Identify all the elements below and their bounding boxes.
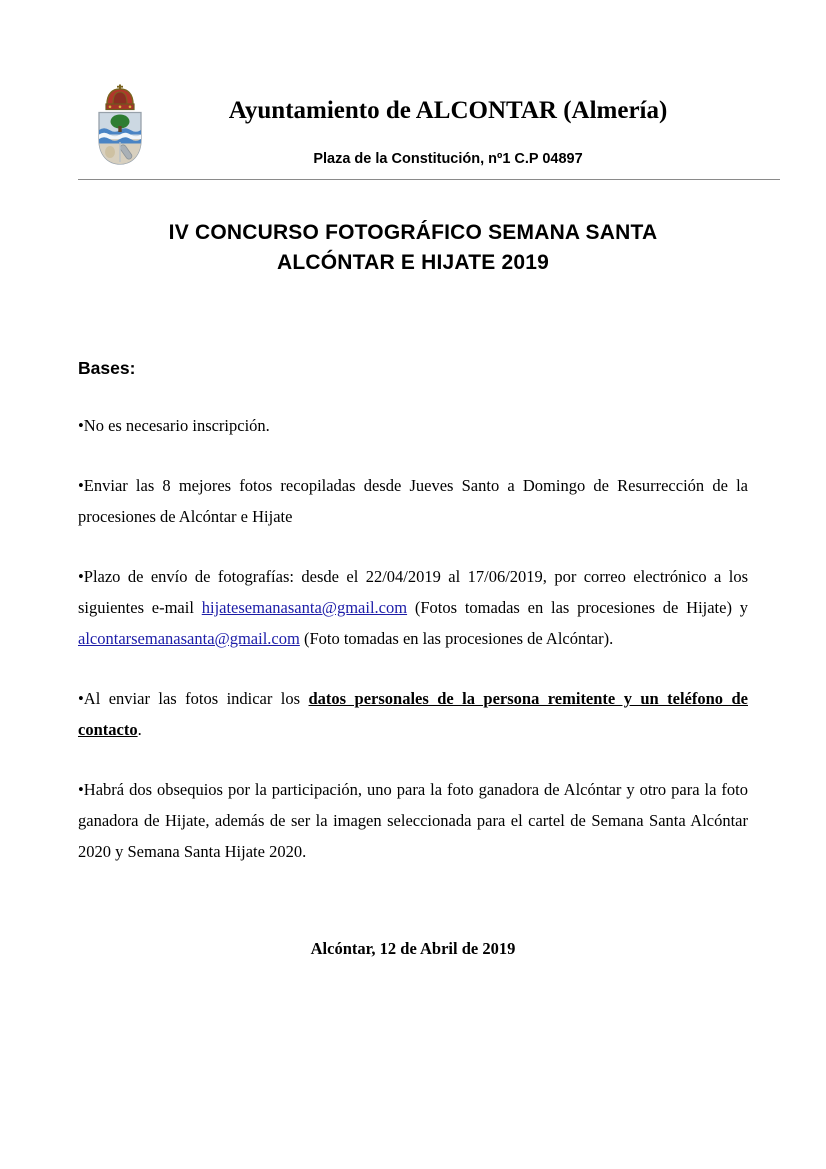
alcontar-email-link[interactable]: alcontarsemanasanta@gmail.com — [78, 629, 300, 648]
letterhead — [78, 84, 748, 168]
bases-heading: Bases: — [78, 358, 136, 378]
alcontar-coat-of-arms-icon — [92, 84, 148, 166]
hijate-email-link[interactable]: hijatesemanasanta@gmail.com — [201, 598, 408, 617]
paragraph-personal-data — [78, 683, 748, 745]
header-divider — [78, 179, 780, 180]
paragraph-send-photos: •Enviar las 8 mejores fotos recopiladas desde Jueves Santo a Domingo de Resurrección de la procesiones de Alcóntar e Hijate — [78, 476, 748, 526]
org-address: Plaza de la Constitución, nº1 C.P 04897 — [313, 151, 583, 167]
personal-data-post: . — [137, 720, 142, 739]
deadline-text-mid: (Fotos tomadas en las procesiones de Hijate) y — [407, 598, 749, 617]
document-title — [78, 218, 748, 278]
deadline-text-post: (Foto tomadas en las procesiones de Alcóntar). — [299, 629, 614, 648]
date-line: Alcóntar, 12 de Abril de 2019 — [310, 939, 516, 958]
deadline-text-pre: •Plazo de envío de fotografías: desde el 22/04/2019 al 17/06/2019, por correo electrónico a los siguientes e-mail — [78, 567, 748, 617]
document-title-line1: IV CONCURSO FOTOGRÁFICO SEMANA SANTA — [168, 221, 658, 244]
personal-data-emphasis: datos personales de la persona remitente y un teléfono de contacto — [78, 689, 748, 739]
org-name: Ayuntamiento de ALCONTAR (Almería) — [228, 97, 668, 124]
paragraph-deadline — [78, 561, 748, 654]
document-title-line2: ALCÓNTAR E HIJATE 2019 — [276, 251, 549, 274]
personal-data-pre: •Al enviar las fotos indicar los — [78, 689, 309, 708]
paragraph-inscription: •No es necesario inscripción. — [78, 416, 270, 435]
letterhead-text — [148, 84, 748, 168]
paragraph-prizes: •Habrá dos obsequios por la participación, uno para la foto ganadora de Alcóntar y otro para la foto ganadora de Hijate, además de ser la imagen seleccionada para el cartel de Semana Santa Alcóntar 2020 y Semana Santa Hijate 2020. — [78, 780, 748, 861]
